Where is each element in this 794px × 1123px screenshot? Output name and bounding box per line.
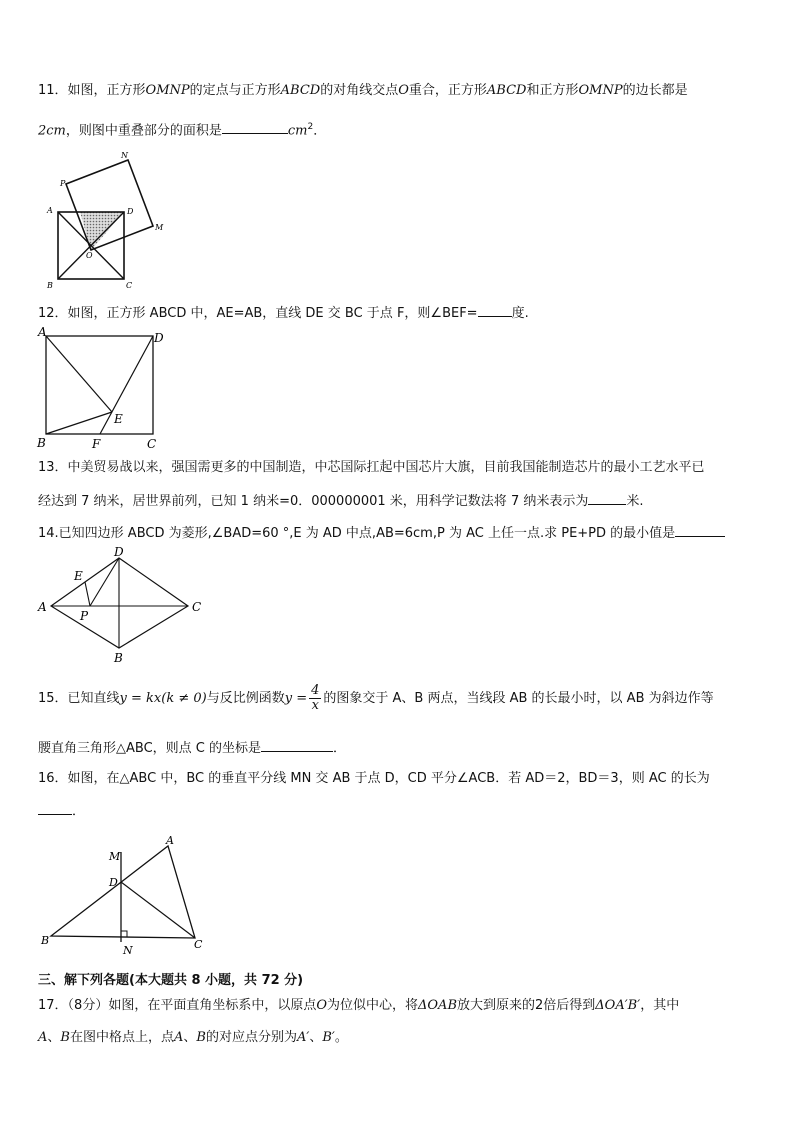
q15-eq-lhs: y = (284, 691, 308, 706)
q15-text: 与反比例函数 (206, 691, 285, 706)
q16-text: ． (72, 804, 86, 819)
segment-ae (46, 336, 112, 412)
label-c: C (194, 938, 203, 951)
answer-blank (38, 800, 72, 815)
q11-abcd: ABCD (486, 83, 527, 98)
label-a: A (166, 834, 174, 847)
answer-blank (588, 490, 626, 505)
q16-figure (36, 834, 216, 958)
q11-o: O (398, 83, 409, 98)
q11-text: ，则图中重叠部分的面积是 (65, 123, 222, 139)
q13-text: 米. (626, 494, 644, 509)
q15-text: 腰直角三角形△ABC，则点 C 的坐标是 (38, 741, 261, 756)
q15-line1 (38, 682, 714, 716)
label-o: O (86, 251, 93, 260)
label-d: D (154, 331, 164, 345)
q12-figure (34, 326, 174, 452)
q12-text: 度. (511, 306, 529, 321)
q17-line1 (38, 997, 679, 1015)
q17-text: 为位似中心，将 (327, 998, 419, 1013)
q11-abcd: ABCD (280, 83, 321, 98)
q17-triangle-oab: ΔOAB (418, 998, 458, 1013)
q16-line2 (38, 800, 85, 821)
right-angle-mark (121, 931, 127, 937)
label-e: E (74, 569, 83, 583)
segment-pd (90, 558, 119, 606)
label-b: B (47, 281, 53, 290)
q15-eq-line: y = kx(k ≠ 0) (119, 691, 207, 706)
answer-blank (261, 737, 333, 752)
q15-text: 15．已知直线 (38, 691, 120, 706)
label-m: M (109, 850, 121, 863)
q14-text: 14.已知四边形 ABCD 为菱形,∠BAD=60 °,E 为 AD 中点,AB=6cm,P 为 AC 上任一点.求 PE+PD 的最小值是 (38, 526, 676, 541)
q17-text: 的对应点分别为 (205, 1030, 297, 1045)
q11-omnp: OMNP (145, 83, 190, 98)
label-n: N (123, 944, 133, 957)
label-m: M (155, 223, 164, 232)
q11-line2 (38, 118, 326, 140)
label-p: P (60, 179, 66, 188)
label-a: A (38, 326, 47, 339)
answer-blank (675, 522, 725, 537)
label-f: F (92, 437, 101, 451)
q17-line2 (38, 1029, 348, 1047)
q17-a: A (173, 1030, 184, 1045)
square-abcd (46, 336, 153, 434)
q14-line (38, 522, 725, 543)
label-c: C (126, 281, 133, 290)
overlap-region (80, 212, 124, 250)
label-a: A (47, 206, 53, 215)
q12-text: 12．如图，正方形 ABCD 中，AE=AB，直线 DE 交 BC 于点 F，则∠BEF= (38, 306, 478, 321)
q17-text: 在图中格点上，点 (69, 1030, 174, 1045)
q11-unit: cm (287, 123, 308, 139)
q11-unit-sup: 2 (307, 122, 314, 132)
q11-side: 2cm (38, 123, 66, 139)
q13-line2 (38, 490, 643, 511)
q13-text: 经达到 7 纳米，居世界前列，已知 1 纳米=0．000000001 米，用科学记数法将 7 纳米表示为 (38, 494, 589, 509)
q17-text: 。 (334, 1030, 348, 1045)
q15-fraction (309, 684, 321, 713)
q16-line1: 16．如图，在△ABC 中，BC 的垂直平分线 MN 交 AB 于点 D，CD 平分∠ACB．若 AD＝2，BD＝3，则 AC 的长为 (38, 771, 710, 786)
q11-text: 的定点与正方形 (189, 83, 281, 98)
q11-figure (38, 148, 178, 290)
label-d: D (109, 876, 118, 889)
answer-blank (222, 119, 288, 134)
q11-text: 的对角线交点 (320, 83, 399, 98)
q15-line2 (38, 737, 346, 758)
label-n: N (121, 151, 128, 160)
q11-line1 (38, 82, 688, 100)
q15-text: ． (333, 741, 347, 756)
section-heading: 三、解下列各题(本大题共 8 小题，共 72 分) (38, 973, 304, 988)
label-b: B (114, 651, 123, 665)
label-p: P (80, 609, 89, 623)
q17-text: ，其中 (640, 998, 680, 1013)
q17-a-prime: A′ (296, 1030, 310, 1045)
label-b: B (41, 934, 50, 947)
q17-text: 17．（8分）如图，在平面直角坐标系中，以原点 (38, 998, 317, 1013)
q17-text: 、 (47, 1030, 61, 1045)
segment-pe (85, 582, 90, 606)
label-c: C (147, 437, 157, 451)
q17-a: A (38, 1030, 48, 1045)
q17-b: B (196, 1030, 206, 1045)
q15-denominator: x (311, 698, 319, 713)
line-df (100, 336, 153, 434)
q11-text: 的边长都是 (622, 83, 688, 98)
q12-line (38, 302, 529, 323)
q15-numerator: 4 (311, 683, 320, 698)
square-omnp (66, 160, 153, 250)
q17-triangle-oab-prime: ΔOA′B′ (595, 998, 641, 1013)
q11-text: 重合，正方形 (408, 83, 487, 98)
q11-text: ． (313, 123, 327, 139)
q17-text: 、 (183, 1030, 197, 1045)
q15-text: 的图象交于 A、B 两点，当线段 AB 的长最小时，以 AB 为斜边作等 (323, 691, 714, 706)
label-e: E (114, 412, 123, 426)
label-c: C (192, 600, 202, 614)
segment-cd (121, 882, 195, 938)
label-d: D (114, 545, 124, 559)
answer-blank (478, 302, 512, 317)
q17-o: O (316, 998, 327, 1013)
q17-b: B (60, 1030, 70, 1045)
q17-text: 放大到原来的2倍后得到 (457, 998, 596, 1013)
q17-b-prime: B′ (322, 1030, 335, 1045)
triangle-abc (51, 846, 195, 938)
label-a: A (38, 600, 47, 614)
label-b: B (37, 436, 46, 450)
q11-text: 和正方形 (526, 83, 579, 98)
q11-omnp: OMNP (578, 83, 623, 98)
q13-line1: 13．中美贸易战以来，强国需更多的中国制造，中芯国际扛起中国芯片大旗，目前我国能制造芯片的最小工艺水平已 (38, 460, 705, 475)
q17-text: 、 (309, 1030, 323, 1045)
q11-text: 11．如图，正方形 (38, 83, 146, 98)
q14-figure (34, 544, 214, 666)
label-d: D (127, 207, 134, 216)
